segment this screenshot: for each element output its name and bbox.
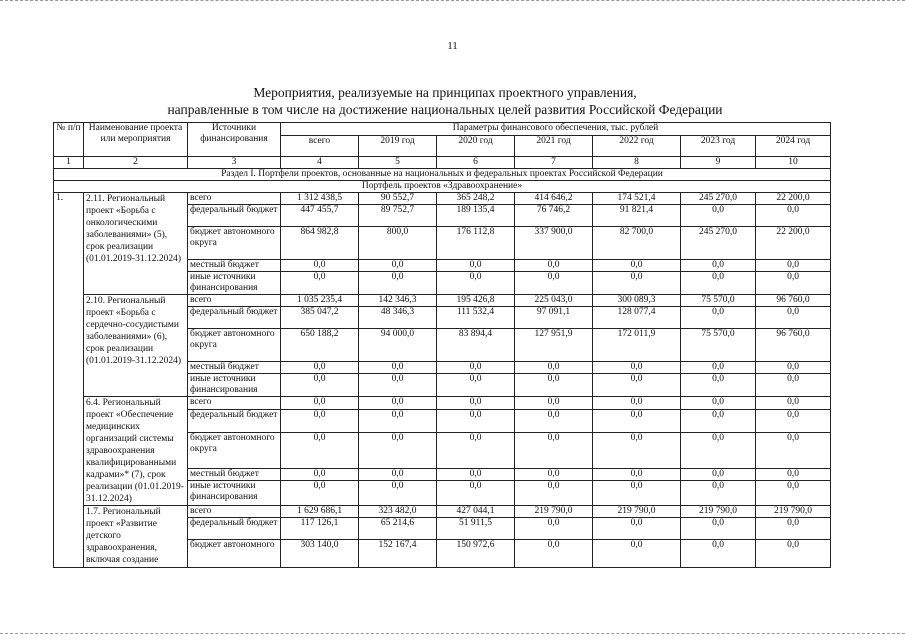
amount-cell: 1 035 235,4 <box>281 295 359 307</box>
portfolio-title: Портфель проектов «Здравоохранение» <box>54 181 831 193</box>
amount-cell: 0,0 <box>681 272 756 295</box>
amount-cell: 219 790,0 <box>756 506 831 518</box>
amount-cell: 91 821,4 <box>593 205 681 227</box>
amount-cell: 0,0 <box>515 409 593 433</box>
amount-cell: 172 011,9 <box>593 329 681 362</box>
amount-cell: 1 312 438,5 <box>281 193 359 205</box>
amount-cell: 1 629 686,1 <box>281 506 359 518</box>
amount-cell: 111 532,4 <box>437 307 515 329</box>
amount-cell: 385 047,2 <box>281 307 359 329</box>
funding-source: бюджет автономного округа <box>188 329 281 362</box>
header-2024: 2024 год <box>756 136 831 157</box>
amount-cell: 189 135,4 <box>437 205 515 227</box>
amount-cell: 0,0 <box>359 468 437 481</box>
funding-source: федеральный бюджет <box>188 518 281 540</box>
amount-cell: 152 167,4 <box>359 540 437 568</box>
amount-cell: 0,0 <box>437 362 515 374</box>
amount-cell: 195 426,8 <box>437 295 515 307</box>
column-number-cell: 7 <box>515 157 593 169</box>
amount-cell: 0,0 <box>756 374 831 397</box>
amount-cell: 0,0 <box>681 362 756 374</box>
amount-cell: 0,0 <box>437 468 515 481</box>
amount-cell: 89 752,7 <box>359 205 437 227</box>
amount-cell: 0,0 <box>437 397 515 410</box>
amount-cell: 128 077,4 <box>593 307 681 329</box>
amount-cell: 0,0 <box>515 481 593 506</box>
amount-cell: 176 112,8 <box>437 227 515 260</box>
funding-source: бюджет автономного округа <box>188 433 281 468</box>
amount-cell: 0,0 <box>515 468 593 481</box>
amount-cell: 219 790,0 <box>515 506 593 518</box>
amount-cell: 22 200,0 <box>756 193 831 205</box>
amount-cell: 0,0 <box>437 272 515 295</box>
funding-source: федеральный бюджет <box>188 307 281 329</box>
funding-source: всего <box>188 193 281 205</box>
funding-source: местный бюджет <box>188 468 281 481</box>
header-2022: 2022 год <box>593 136 681 157</box>
table-row <box>54 193 831 205</box>
amount-cell: 0,0 <box>681 540 756 568</box>
amount-cell: 96 760,0 <box>756 295 831 307</box>
amount-cell: 0,0 <box>593 433 681 468</box>
amount-cell: 0,0 <box>593 397 681 410</box>
amount-cell: 0,0 <box>756 540 831 568</box>
funding-source: иные источники финансирования <box>188 272 281 295</box>
amount-cell: 0,0 <box>593 481 681 506</box>
amount-cell: 0,0 <box>681 518 756 540</box>
page-bottom-edge <box>0 633 905 634</box>
amount-cell: 0,0 <box>681 205 756 227</box>
amount-cell: 0,0 <box>515 272 593 295</box>
page-top-edge <box>0 0 905 1</box>
amount-cell: 0,0 <box>359 397 437 410</box>
amount-cell: 300 089,3 <box>593 295 681 307</box>
funding-source: всего <box>188 397 281 410</box>
amount-cell: 0,0 <box>515 260 593 272</box>
amount-cell: 0,0 <box>359 272 437 295</box>
amount-cell: 0,0 <box>281 481 359 506</box>
amount-cell: 0,0 <box>515 540 593 568</box>
document-title <box>120 84 770 118</box>
amount-cell: 0,0 <box>681 260 756 272</box>
amount-cell: 0,0 <box>681 374 756 397</box>
funding-source: федеральный бюджет <box>188 409 281 433</box>
amount-cell: 0,0 <box>281 272 359 295</box>
table-row <box>54 295 831 307</box>
amount-cell: 150 972,6 <box>437 540 515 568</box>
amount-cell: 0,0 <box>681 481 756 506</box>
amount-cell: 0,0 <box>359 362 437 374</box>
column-number-cell: 5 <box>359 157 437 169</box>
column-number-cell: 6 <box>437 157 515 169</box>
column-number-cell: 4 <box>281 157 359 169</box>
amount-cell: 0,0 <box>359 481 437 506</box>
amount-cell: 0,0 <box>281 362 359 374</box>
column-number-cell: 8 <box>593 157 681 169</box>
column-number-cell: 2 <box>84 157 188 169</box>
funding-source: местный бюджет <box>188 260 281 272</box>
project-name: 2.11. Региональный проект «Борьба с онкологическими заболеваниями» (5), срок реализации (01.01.2019-31.12.2024) <box>84 193 188 295</box>
amount-cell: 142 346,3 <box>359 295 437 307</box>
amount-cell: 127 951,9 <box>515 329 593 362</box>
amount-cell: 0,0 <box>756 362 831 374</box>
amount-cell: 96 760,0 <box>756 329 831 362</box>
amount-cell: 174 521,4 <box>593 193 681 205</box>
funding-source: бюджет автономного <box>188 540 281 568</box>
amount-cell: 0,0 <box>437 433 515 468</box>
funding-source: бюджет автономного округа <box>188 227 281 260</box>
amount-cell: 0,0 <box>593 272 681 295</box>
amount-cell: 90 552,7 <box>359 193 437 205</box>
amount-cell: 0,0 <box>681 468 756 481</box>
table-row <box>54 506 831 518</box>
title-line-1: Мероприятия, реализуемые на принципах проектного управления, <box>253 85 637 100</box>
funding-source: всего <box>188 295 281 307</box>
amount-cell: 0,0 <box>281 433 359 468</box>
amount-cell: 0,0 <box>515 518 593 540</box>
amount-cell: 365 248,2 <box>437 193 515 205</box>
section-title: Раздел I. Портфели проектов, основанные на национальных и федеральных проектах Российской Федерации <box>54 169 831 181</box>
amount-cell: 0,0 <box>515 374 593 397</box>
amount-cell: 0,0 <box>756 518 831 540</box>
amount-cell: 76 746,2 <box>515 205 593 227</box>
amount-cell: 51 911,5 <box>437 518 515 540</box>
amount-cell: 0,0 <box>756 272 831 295</box>
amount-cell: 864 982,8 <box>281 227 359 260</box>
amount-cell: 800,0 <box>359 227 437 260</box>
amount-cell: 0,0 <box>756 397 831 410</box>
amount-cell: 0,0 <box>681 397 756 410</box>
amount-cell: 97 091,1 <box>515 307 593 329</box>
amount-cell: 219 790,0 <box>681 506 756 518</box>
column-number-cell: 1 <box>54 157 84 169</box>
amount-cell: 0,0 <box>515 397 593 410</box>
amount-cell: 0,0 <box>756 468 831 481</box>
amount-cell: 22 200,0 <box>756 227 831 260</box>
amount-cell: 48 346,3 <box>359 307 437 329</box>
amount-cell: 414 646,2 <box>515 193 593 205</box>
amount-cell: 337 900,0 <box>515 227 593 260</box>
amount-cell: 65 214,6 <box>359 518 437 540</box>
amount-cell: 0,0 <box>281 468 359 481</box>
amount-cell: 0,0 <box>281 260 359 272</box>
amount-cell: 0,0 <box>756 433 831 468</box>
title-line-2: направленные в том числе на достижение национальных целей развития Российской Федерации <box>167 102 723 117</box>
amount-cell: 0,0 <box>756 307 831 329</box>
amount-cell: 0,0 <box>756 481 831 506</box>
amount-cell: 75 570,0 <box>681 295 756 307</box>
amount-cell: 0,0 <box>593 518 681 540</box>
amount-cell: 0,0 <box>437 409 515 433</box>
amount-cell: 117 126,1 <box>281 518 359 540</box>
amount-cell: 245 270,0 <box>681 227 756 260</box>
header-2021: 2021 год <box>515 136 593 157</box>
amount-cell: 219 790,0 <box>593 506 681 518</box>
amount-cell: 0,0 <box>593 260 681 272</box>
amount-cell: 245 270,0 <box>681 193 756 205</box>
amount-cell: 0,0 <box>359 433 437 468</box>
financing-table <box>53 122 831 568</box>
column-number-cell: 3 <box>188 157 281 169</box>
amount-cell: 75 570,0 <box>681 329 756 362</box>
amount-cell: 0,0 <box>281 374 359 397</box>
amount-cell: 0,0 <box>281 409 359 433</box>
amount-cell: 0,0 <box>359 409 437 433</box>
amount-cell: 0,0 <box>756 260 831 272</box>
funding-source: иные источники финансирования <box>188 374 281 397</box>
amount-cell: 0,0 <box>593 409 681 433</box>
amount-cell: 0,0 <box>437 374 515 397</box>
header-2023: 2023 год <box>681 136 756 157</box>
header-2020: 2020 год <box>437 136 515 157</box>
amount-cell: 650 188,2 <box>281 329 359 362</box>
page-number: 11 <box>447 40 458 52</box>
amount-cell: 83 894,4 <box>437 329 515 362</box>
funding-source: иные источники финансирования <box>188 481 281 506</box>
amount-cell: 94 000,0 <box>359 329 437 362</box>
header-no: № п/п <box>54 123 84 157</box>
amount-cell: 0,0 <box>359 374 437 397</box>
header-total: всего <box>281 136 359 157</box>
amount-cell: 427 044,1 <box>437 506 515 518</box>
amount-cell: 0,0 <box>437 260 515 272</box>
amount-cell: 0,0 <box>681 307 756 329</box>
amount-cell: 0,0 <box>756 409 831 433</box>
table-row <box>54 397 831 410</box>
amount-cell: 323 482,0 <box>359 506 437 518</box>
header-sources: Источники финансирования <box>188 123 281 157</box>
amount-cell: 0,0 <box>681 409 756 433</box>
amount-cell: 0,0 <box>359 260 437 272</box>
funding-source: всего <box>188 506 281 518</box>
amount-cell: 0,0 <box>756 205 831 227</box>
column-number-cell: 9 <box>681 157 756 169</box>
amount-cell: 0,0 <box>515 433 593 468</box>
project-name: 2.10. Региональный проект «Борьба с сердечно-сосудистыми заболеваниями» (6), срок реализации (01.01.2019-31.12.2024) <box>84 295 188 397</box>
amount-cell: 0,0 <box>437 481 515 506</box>
row-number: 1. <box>54 193 84 568</box>
funding-source: местный бюджет <box>188 362 281 374</box>
amount-cell: 0,0 <box>281 397 359 410</box>
amount-cell: 0,0 <box>593 468 681 481</box>
column-number-cell: 10 <box>756 157 831 169</box>
funding-source: федеральный бюджет <box>188 205 281 227</box>
amount-cell: 0,0 <box>515 362 593 374</box>
amount-cell: 303 140,0 <box>281 540 359 568</box>
header-name: Наименование проекта или мероприятия <box>84 123 188 157</box>
project-name: 6.4. Региональный проект «Обеспечение медицинских организаций системы здравоохранения квалифицированными кадрами»* (7), срок реализации (01.01.2019-31.12.2024) <box>84 397 188 506</box>
amount-cell: 447 455,7 <box>281 205 359 227</box>
header-params: Параметры финансового обеспечения, тыс. рублей <box>281 123 831 136</box>
amount-cell: 0,0 <box>593 374 681 397</box>
amount-cell: 0,0 <box>593 540 681 568</box>
amount-cell: 0,0 <box>593 362 681 374</box>
header-2019: 2019 год <box>359 136 437 157</box>
amount-cell: 225 043,0 <box>515 295 593 307</box>
amount-cell: 0,0 <box>681 433 756 468</box>
amount-cell: 82 700,0 <box>593 227 681 260</box>
project-name: 1.7. Региональный проект «Развитие детского здравоохранения, включая создание <box>84 506 188 568</box>
